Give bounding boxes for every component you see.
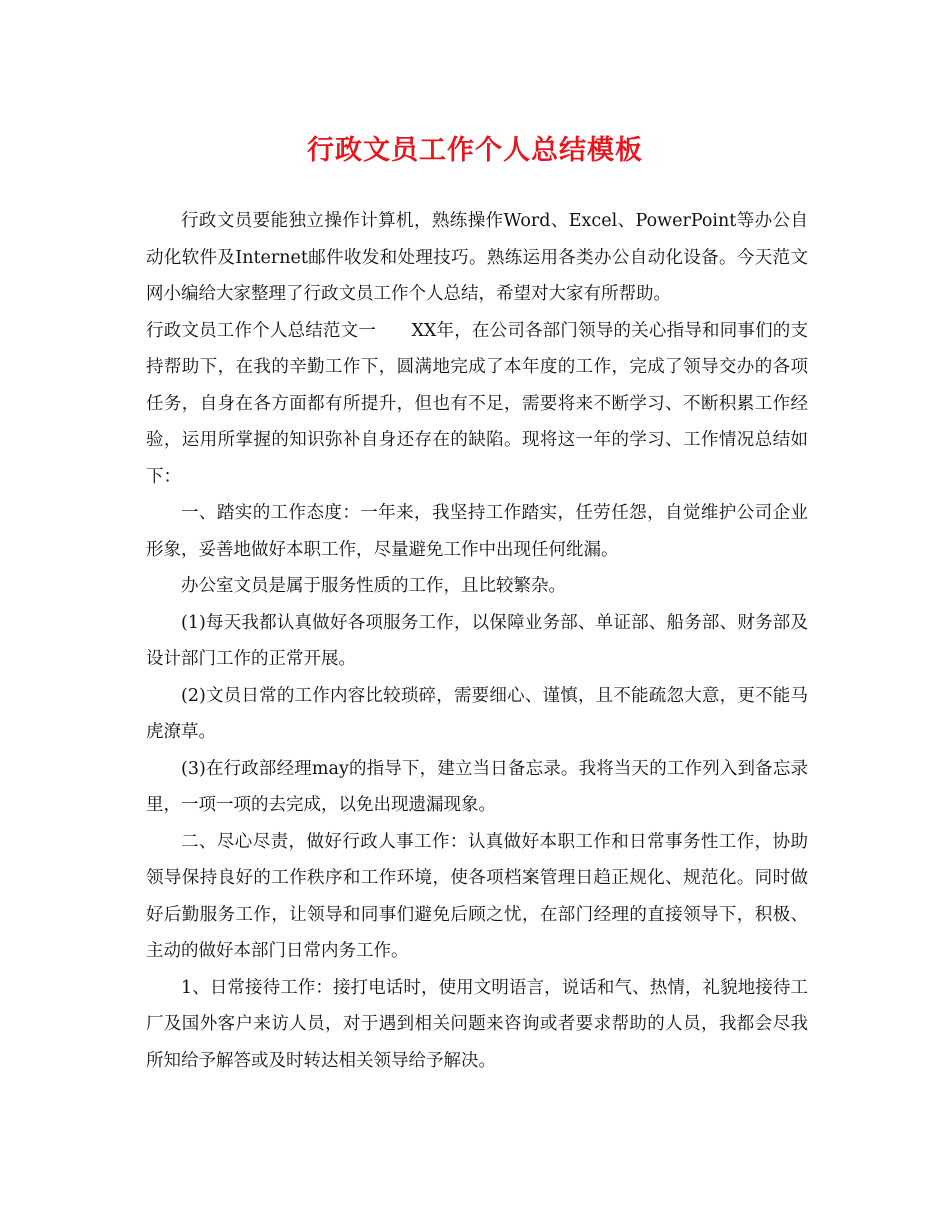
paragraph-reception: 1、日常接待工作：接打电话时，使用文明语言，说话和气、热情，礼貌地接待工厂及国外客户来访人员，对于遇到相关问题来咨询或者要求帮助的人员，我都会尽我所知给予解答或及时转达相关领导给予解决。 [146,977,808,1071]
paragraph-item-1: (1)每天我都认真做好各项服务工作，以保障业务部、单证部、船务部、财务部及设计部门工作的正常开展。 [146,612,808,669]
paragraph-sample-one: 行政文员工作个人总结范文一 XX年，在公司各部门领导的关心指导和同事们的支持帮助下，在我的辛勤工作下，圆满地完成了本年度的工作，完成了领导交办的各项任务，自身在各方面都有所提升，但也有不足，需要将来不断学习、不断积累工作经验，运用所掌握的知识弥补自身还存在的缺陷。现将这一年的学习、工作情况总结如下： [146,320,808,487]
paragraph-admin-hr: 二、尽心尽责，做好行政人事工作：认真做好本职工作和日常事务性工作，协助领导保持良好的工作秩序和工作环境，使各项档案管理日趋正规化、规范化。同时做好后勤服务工作，让领导和同事们避免后顾之忧，在部门经理的直接领导下，积极、主动的做好本部门日常内务工作。 [146,831,808,961]
document-title: 行政文员工作个人总结模板 [307,135,643,166]
paragraph-item-3: (3)在行政部经理may的指导下，建立当日备忘录。我将当天的工作列入到备忘录里，一项一项的去完成，以免出现遗漏现象。 [146,758,808,815]
paragraph-intro: 行政文员要能独立操作计算机，熟练操作Word、Excel、PowerPoint等办公自动化软件及Internet邮件收发和处理技巧。熟练运用各类办公自动化设备。今天范文网小编给大家整理了行政文员工作个人总结，希望对大家有所帮助。 [146,211,808,304]
paragraph-office-clerk: 办公室文员是属于服务性质的工作，且比较繁杂。 [181,576,566,596]
document-body [146,203,808,1079]
paragraph-item-2: (2)文员日常的工作内容比较琐碎，需要细心、谨慎，且不能疏忽大意，更不能马虎潦草。 [146,685,808,742]
paragraph-work-attitude: 一、踏实的工作态度：一年来，我坚持工作踏实，任劳任怨，自觉维护公司企业形象，妥善地做好本职工作，尽量避免工作中出现任何纰漏。 [146,503,808,560]
